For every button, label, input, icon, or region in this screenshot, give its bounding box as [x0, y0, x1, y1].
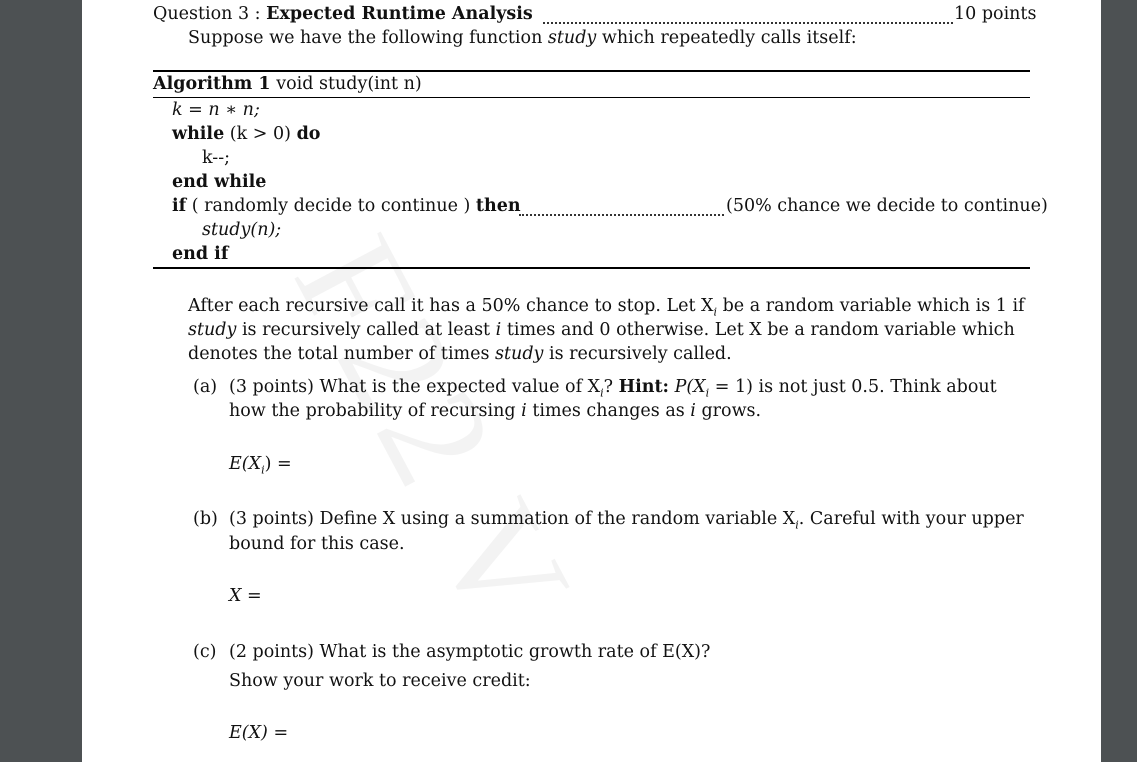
part-b-label: (b) — [193, 509, 218, 529]
part-b-answer-prompt: X = — [229, 586, 262, 606]
part-a-line-1: (3 points) What is the expected value of $X_i$? Hint: $P(X_i = 1)$ is not just 0.5. Think about — [229, 377, 997, 400]
question-title: Expected Runtime Analysis — [266, 4, 533, 24]
body-line-2: study is recursively called at least i times and 0 otherwise. Let X be a random variable which — [188, 320, 1015, 340]
algo-line-4: end while — [172, 172, 267, 192]
part-c-answer-prompt: E(X) = — [229, 723, 289, 743]
body-line-1: After each recursive call it has a 50% chance to stop. Let $X_i$ be a random variable which is 1 if — [188, 296, 1025, 319]
part-a-label: (a) — [193, 377, 218, 397]
algo-line-2: while (k > 0) do — [172, 124, 321, 144]
part-a-line-2: how the probability of recursing i times changes as i grows. — [229, 401, 762, 421]
watermark — [260, 210, 607, 659]
part-c-line-2: Show your work to receive credit: — [229, 671, 531, 691]
part-c-line-1: (2 points) What is the asymptotic growth rate of E(X)? — [229, 642, 711, 662]
part-a-answer-prompt: $E(X_i)$ = — [229, 454, 292, 477]
header-leader-dots — [543, 22, 953, 24]
document-page — [82, 0, 1101, 762]
algo-line-5-comment: (50% chance we decide to continue) — [726, 196, 1048, 216]
algo-line-7: end if — [172, 244, 229, 264]
algo-line-5: if ( randomly decide to continue ) then — [172, 196, 521, 216]
question-number: Question 3 : — [153, 4, 261, 24]
algorithm-bottom-rule — [153, 267, 1030, 269]
question-points: 10 points — [954, 4, 1037, 24]
body-line-3: denotes the total number of times study is recursively called. — [188, 344, 732, 364]
algorithm-caption: Algorithm 1 void study(int n) — [153, 74, 422, 94]
question-intro: Suppose we have the following function study which repeatedly calls itself: — [188, 28, 857, 48]
algo-line-3: k--; — [202, 148, 231, 168]
algo-line-1: k = n ∗ n; — [172, 100, 260, 120]
question-header — [153, 2, 533, 26]
part-b-line-2: bound for this case. — [229, 534, 405, 554]
part-c-label: (c) — [193, 642, 217, 662]
algo-line-6: study(n); — [202, 220, 282, 240]
comment-leader-dots — [519, 214, 724, 216]
part-b-line-1: (3 points) Define X using a summation of the random variable $X_i$. Careful with your upper — [229, 509, 1024, 532]
viewer-right-gutter — [1101, 0, 1137, 762]
algorithm-caption-rule — [153, 97, 1030, 98]
